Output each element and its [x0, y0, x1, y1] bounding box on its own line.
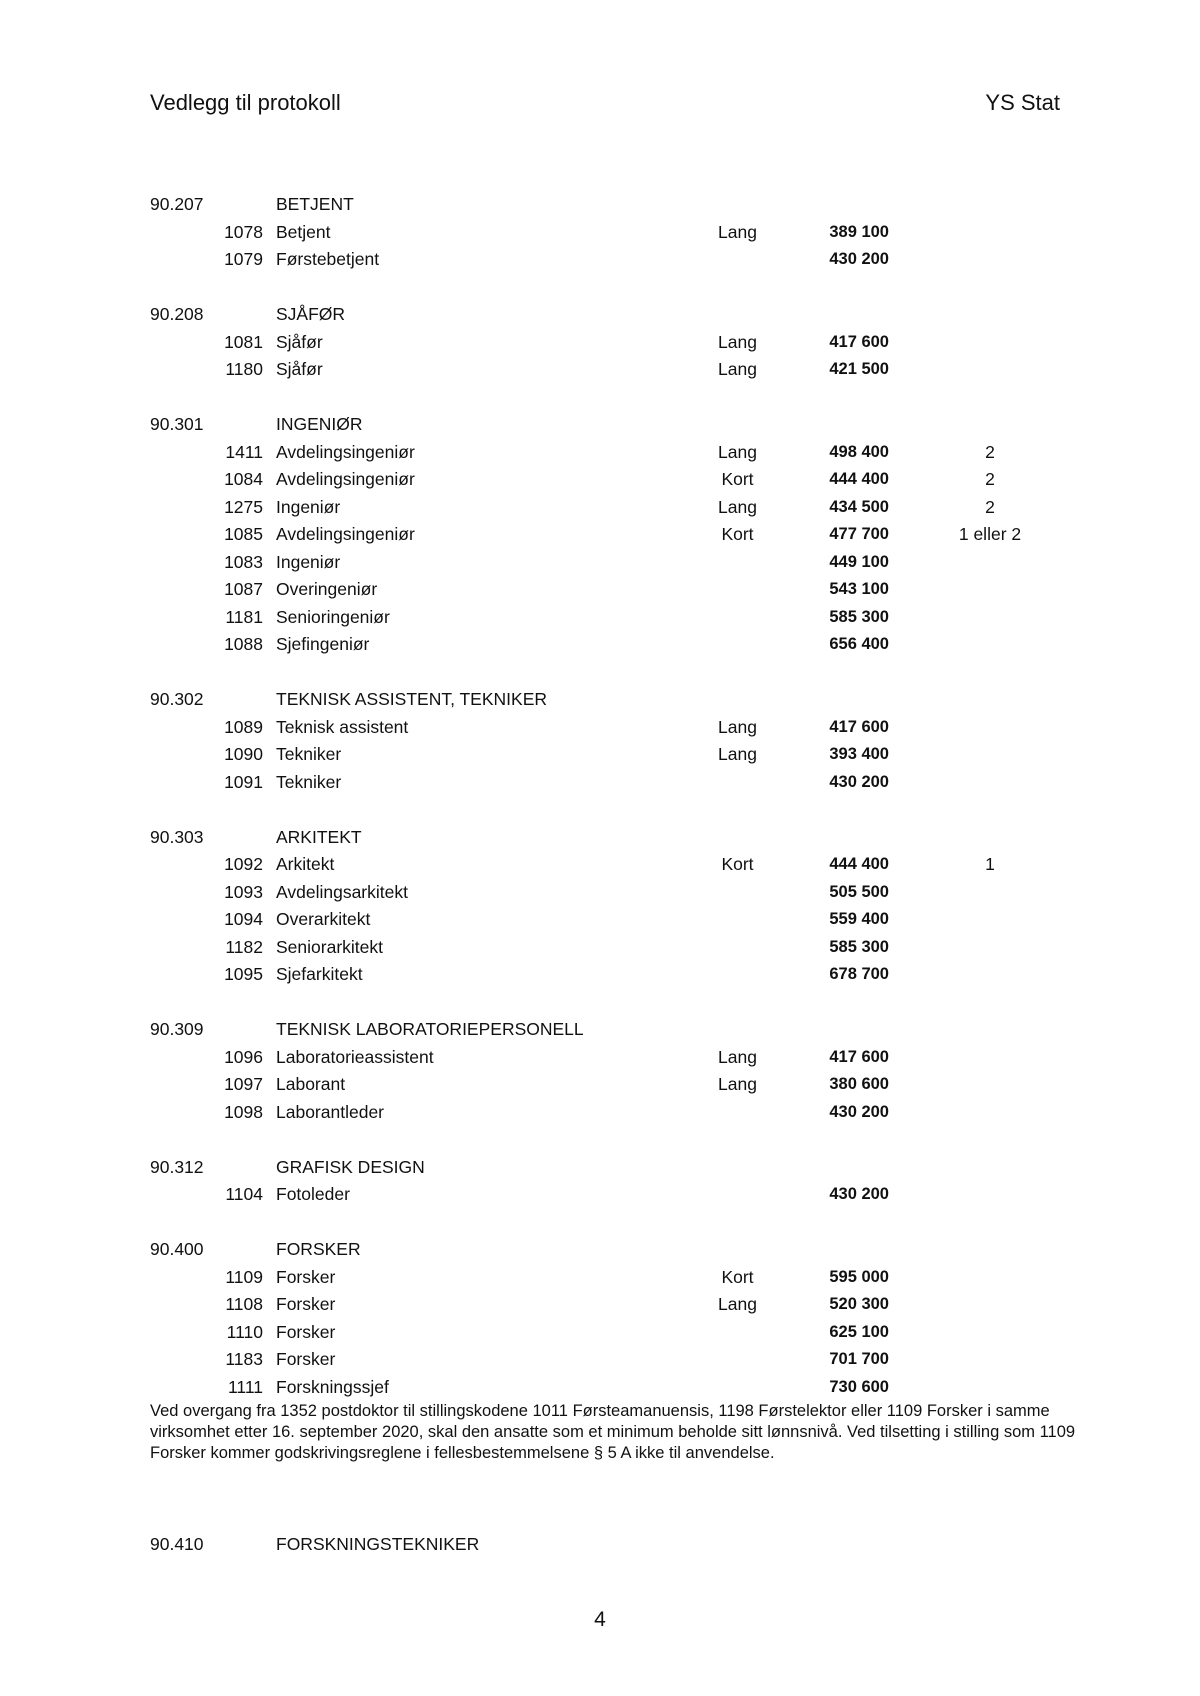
position-title: Forsker — [276, 1266, 336, 1287]
position-title: Sjefingeniør — [276, 634, 370, 654]
position-code: 1111 — [227, 1376, 263, 1397]
table-row — [0, 851, 1200, 879]
ladder-type: Lang — [718, 744, 757, 764]
position-title: Forsker — [276, 1349, 336, 1369]
table-row — [0, 934, 1200, 962]
position-title: Forsker — [276, 1294, 336, 1314]
position-title: Avdelingsarkitekt — [276, 881, 408, 902]
position-code: 1094 — [224, 909, 263, 929]
position-title: Avdelingsingeniør — [276, 524, 415, 544]
salary-value: 585 300 — [829, 607, 889, 626]
salary-value: 559 400 — [829, 910, 889, 928]
group-title: TEKNISK ASSISTENT, TEKNIKER — [276, 689, 548, 709]
salary-value: 430 200 — [829, 1102, 889, 1121]
position-title: Sjefarkitekt — [276, 964, 363, 984]
group-code: 90.400 — [150, 1239, 204, 1259]
table-row — [0, 246, 1200, 274]
salary-value: 444 400 — [829, 470, 889, 488]
header-left: Vedlegg til protokoll — [150, 90, 341, 115]
position-code: 1109 — [225, 1266, 263, 1287]
group-code: 90.303 — [150, 826, 204, 847]
note-value: 2 — [985, 441, 995, 462]
ladder-type: Kort — [721, 1266, 754, 1287]
table-row — [0, 494, 1200, 522]
table-row — [0, 466, 1200, 494]
salary-value: 430 200 — [829, 772, 889, 791]
salary-value: 730 600 — [829, 1377, 889, 1396]
salary-group — [0, 1236, 1200, 1401]
table-row — [0, 549, 1200, 577]
ladder-type: Lang — [718, 1074, 757, 1094]
group-title: BETJENT — [276, 194, 354, 214]
group-code: 90.301 — [150, 414, 204, 434]
table-row — [0, 219, 1200, 247]
table-row — [0, 329, 1200, 357]
salary-value: 701 700 — [829, 1350, 889, 1368]
ladder-type: Lang — [718, 1046, 757, 1067]
position-title: Teknisk assistent — [276, 716, 409, 737]
table-row — [0, 631, 1200, 659]
position-title: Laboratorieassistent — [276, 1046, 434, 1067]
salary-value: 389 100 — [829, 222, 889, 241]
group-title: FORSKNINGSTEKNIKER — [276, 1534, 480, 1554]
salary-value: 393 400 — [829, 745, 889, 763]
position-code: 1083 — [224, 551, 263, 572]
position-title: Seniorarkitekt — [276, 936, 383, 957]
position-title: Forskningssjef — [276, 1376, 389, 1397]
table-row — [0, 1291, 1200, 1319]
position-title: Forsker — [276, 1321, 336, 1342]
position-code: 1081 — [224, 331, 263, 352]
group-heading-row — [0, 191, 1200, 219]
ladder-type: Kort — [721, 854, 754, 874]
table-row — [0, 521, 1200, 549]
page-header — [150, 90, 1060, 120]
position-title: Sjåfør — [276, 359, 323, 379]
position-code: 1088 — [224, 634, 263, 654]
position-title: Overingeniør — [276, 579, 378, 599]
position-code: 1183 — [225, 1349, 263, 1369]
table-row — [0, 879, 1200, 907]
table-row — [0, 741, 1200, 769]
position-code: 1182 — [225, 936, 263, 957]
position-title: Fotoleder — [276, 1184, 350, 1204]
group-code: 90.410 — [150, 1534, 204, 1554]
table-row — [0, 1319, 1200, 1347]
salary-value: 520 300 — [829, 1295, 889, 1313]
position-title: Laborantleder — [276, 1101, 384, 1122]
position-title: Betjent — [276, 221, 331, 242]
table-row — [0, 356, 1200, 384]
position-code: 1411 — [225, 441, 263, 462]
position-title: Ingeniør — [276, 551, 341, 572]
table-row — [0, 604, 1200, 632]
table-row — [0, 769, 1200, 797]
position-title: Laborant — [276, 1074, 346, 1094]
salary-value: 595 000 — [829, 1267, 889, 1286]
note-value: 1 eller 2 — [958, 524, 1022, 544]
salary-group — [0, 686, 1200, 796]
position-code: 1089 — [224, 716, 263, 737]
salary-value: 430 200 — [829, 1185, 889, 1203]
ladder-type: Lang — [718, 331, 757, 352]
position-code: 1091 — [224, 771, 263, 792]
group-heading-row — [0, 411, 1200, 439]
salary-value: 477 700 — [829, 525, 889, 543]
group-heading-row — [0, 1016, 1200, 1044]
salary-value: 421 500 — [829, 360, 889, 378]
ladder-type: Lang — [718, 221, 757, 242]
salary-group — [0, 824, 1200, 989]
position-code: 1085 — [224, 524, 263, 544]
salary-value: 444 400 — [829, 855, 889, 873]
group-heading-row — [0, 1154, 1200, 1182]
position-title: Tekniker — [276, 744, 342, 764]
table-row — [0, 906, 1200, 934]
note-value: 1 — [985, 854, 995, 874]
group-code: 90.312 — [150, 1156, 204, 1177]
salary-group — [0, 191, 1200, 274]
position-code: 1079 — [224, 249, 263, 269]
position-code: 1181 — [225, 606, 263, 627]
position-title: Ingeniør — [276, 496, 341, 517]
group-title: TEKNISK LABORATORIEPERSONELL — [276, 1019, 584, 1039]
salary-value: 625 100 — [829, 1322, 889, 1341]
salary-value: 449 100 — [829, 552, 889, 571]
group-title: GRAFISK DESIGN — [276, 1156, 425, 1177]
group-code: 90.302 — [150, 689, 204, 709]
position-code: 1110 — [226, 1321, 263, 1342]
table-row — [0, 1264, 1200, 1292]
position-title: Avdelingsingeniør — [276, 469, 415, 489]
position-code: 1093 — [224, 881, 263, 902]
salary-group — [0, 1154, 1200, 1209]
salary-value: 585 300 — [829, 937, 889, 956]
group-heading-row — [0, 1531, 1200, 1559]
table-row — [0, 961, 1200, 989]
position-code: 1097 — [224, 1074, 263, 1094]
group-title: FORSKER — [276, 1239, 361, 1259]
salary-value: 417 600 — [829, 717, 889, 736]
header-right: YS Stat — [985, 90, 1060, 115]
position-code: 1092 — [224, 854, 263, 874]
position-code: 1104 — [225, 1184, 263, 1204]
ladder-type: Lang — [718, 359, 757, 379]
ladder-type: Kort — [721, 524, 754, 544]
position-code: 1096 — [224, 1046, 263, 1067]
salary-group — [0, 1016, 1200, 1126]
salary-group — [0, 411, 1200, 659]
salary-group — [0, 301, 1200, 384]
table-row — [0, 714, 1200, 742]
salary-value: 380 600 — [829, 1075, 889, 1093]
note-value: 2 — [985, 496, 995, 517]
salary-value: 543 100 — [829, 580, 889, 598]
group-title: ARKITEKT — [276, 826, 362, 847]
table-row — [0, 439, 1200, 467]
position-code: 1095 — [224, 964, 263, 984]
position-code: 1108 — [225, 1294, 263, 1314]
footnote-paragraph: Ved overgang fra 1352 postdoktor til stillingskodene 1011 Førsteamanuensis, 1198 Førstelektor eller 1109 Forsker i samme virksomhet etter 16. september 2020, skal den ansatte som et minimum beholde sitt lønnsnivå. Ved tilsetting i stilling som 1109 Forsker kommer godskrivingsreglene i fellesbestemmelsene § 5 A ikke til anvendelse. — [150, 1402, 1076, 1462]
position-code: 1078 — [224, 221, 263, 242]
salary-value: 678 700 — [829, 965, 889, 983]
group-title: INGENIØR — [276, 414, 363, 434]
table-row — [0, 1044, 1200, 1072]
group-code: 90.208 — [150, 304, 204, 324]
position-code: 1098 — [224, 1101, 263, 1122]
position-title: Førstebetjent — [276, 249, 380, 269]
position-title: Tekniker — [276, 771, 342, 792]
salary-value: 505 500 — [829, 882, 889, 901]
group-code: 90.207 — [150, 194, 204, 214]
position-code: 1084 — [224, 469, 263, 489]
salary-table — [0, 191, 1200, 1429]
salary-value: 417 600 — [829, 1047, 889, 1066]
table-row — [0, 1374, 1200, 1402]
group-heading-row — [0, 301, 1200, 329]
ladder-type: Lang — [718, 441, 757, 462]
group-code: 90.309 — [150, 1019, 204, 1039]
table-row — [0, 1346, 1200, 1374]
position-code: 1090 — [224, 744, 263, 764]
table-row — [0, 1099, 1200, 1127]
position-code: 1180 — [225, 359, 263, 379]
note-value: 2 — [985, 469, 995, 489]
table-row — [0, 1071, 1200, 1099]
table-row — [0, 1181, 1200, 1209]
position-title: Avdelingsingeniør — [276, 441, 415, 462]
group-heading-row — [0, 686, 1200, 714]
ladder-type: Lang — [718, 716, 757, 737]
ladder-type: Lang — [718, 496, 757, 517]
position-code: 1087 — [224, 579, 263, 599]
position-title: Overarkitekt — [276, 909, 371, 929]
salary-value: 656 400 — [829, 635, 889, 653]
position-title: Arkitekt — [276, 854, 335, 874]
salary-value: 430 200 — [829, 250, 889, 268]
position-title: Senioringeniør — [276, 606, 390, 627]
group-title: SJÅFØR — [276, 304, 346, 324]
salary-value: 417 600 — [829, 332, 889, 351]
ladder-type: Kort — [721, 469, 754, 489]
position-title: Sjåfør — [276, 331, 323, 352]
table-row — [0, 576, 1200, 604]
salary-value: 434 500 — [829, 497, 889, 516]
ladder-type: Lang — [718, 1294, 757, 1314]
page-number: 4 — [594, 1608, 606, 1631]
group-heading-row — [0, 1236, 1200, 1264]
group-heading-row — [0, 824, 1200, 852]
position-code: 1275 — [224, 496, 263, 517]
salary-value: 498 400 — [829, 442, 889, 461]
